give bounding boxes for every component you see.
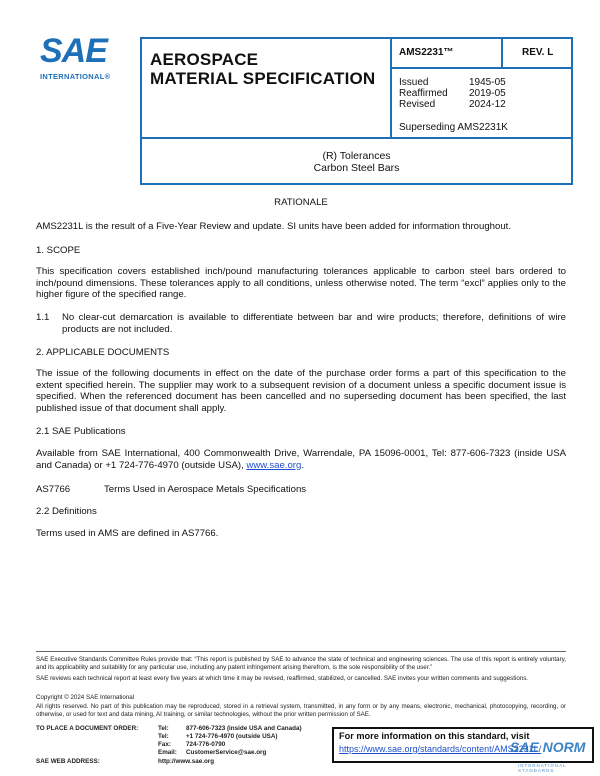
web-address-link[interactable]: http://www.sae.org	[158, 758, 215, 765]
contact-label: Tel:	[158, 733, 169, 740]
reference-title: Terms Used in Aerospace Metals Specifications	[104, 484, 307, 495]
contact-label: Fax:	[158, 741, 171, 748]
reaffirmed-label: Reaffirmed	[399, 88, 448, 99]
footer-rights-text: All rights reserved. No part of this publication may be reproduced, stored in a retrieval system, transmitted, in any form or by any means, electronic, mechanical, photocopying, recording, or otherwise, or used for text and data mining, AI training, or similar technologies, without the prior written permission of SAE.	[36, 703, 566, 718]
contact-value: +1 724-776-4970 (outside USA)	[186, 733, 278, 740]
section-1-1-number: 1.1	[36, 312, 50, 323]
doc-subtitle-line2: Carbon Steel Bars	[313, 162, 400, 174]
sae-logo-subtitle: INTERNATIONAL®	[40, 72, 111, 81]
sae-logo: SAE	[40, 32, 107, 70]
header-divider	[140, 137, 573, 139]
contact-email[interactable]: CustomerService@sae.org	[186, 749, 267, 756]
footer-review-text: SAE reviews each technical report at least every five years at which time it may be revised, reaffirmed, stabilized, or cancelled. SAE invites your written comments and suggestions.	[36, 675, 529, 682]
revised-label: Revised	[399, 99, 436, 110]
section-2-text: The issue of the following documents in effect on the date of the purchase order forms a part of this specification to the extent specified herein. The supplier may work to a subsequent revision of a document unless a specific document issue is specified. When the referenced document has been cancelled and no superseding document has been specified, the last published issue of that document shall apply.	[36, 368, 566, 414]
contact-value: 877-606-7323 (inside USA and Canada)	[186, 725, 302, 732]
info-box-title: For more information on this standard, visit	[339, 731, 530, 741]
order-label: TO PLACE A DOCUMENT ORDER:	[36, 725, 139, 732]
sae-website-link[interactable]: www.sae.org	[246, 459, 302, 471]
section-2-1-end: .	[301, 459, 304, 471]
revision-label: REV. L	[522, 47, 554, 58]
sae-norm-watermark-subtitle: INTERNATIONAL STANDARDS	[518, 763, 567, 773]
contact-value: 724-776-0790	[186, 741, 226, 748]
footer-divider	[36, 651, 566, 652]
footer-rules-text: SAE Executive Standards Committee Rules provide that: “This report is published by SAE to advance the state of technical and engineering sciences. The use of this report is entirely voluntary, and its applicability and suitability for any particular use, including any patent infringement arising therefrom, is the sole responsibility of the user.”	[36, 656, 566, 671]
rationale-heading: RATIONALE	[274, 197, 328, 208]
rationale-text: AMS2231L is the result of a Five-Year Review and update. SI units have been added for information throughout.	[36, 221, 512, 232]
reference-code: AS7766	[36, 484, 71, 495]
issued-label: Issued	[399, 77, 429, 88]
web-address-label: SAE WEB ADDRESS:	[36, 758, 100, 765]
doc-subtitle-line1: (R) Tolerances	[322, 150, 391, 162]
section-2-heading: 2. APPLICABLE DOCUMENTS	[36, 347, 170, 358]
contact-label: Tel:	[158, 725, 169, 732]
doc-title-line1: AEROSPACE	[150, 50, 259, 69]
contact-label: Email:	[158, 749, 177, 756]
section-1-text: This specification covers established inch/pound manufacturing tolerances applicable to carbon steel bars ordered to inch/pound dimensions. These tolerances apply to all conditions, unless otherwise noted. The term “excl” applies only to the higher figure of the specified range.	[36, 266, 566, 301]
sae-norm-watermark: SAE NORM	[510, 739, 586, 755]
superseding-note: Superseding AMS2231K	[399, 122, 508, 133]
spec-number: AMS2231™	[399, 47, 454, 58]
section-2-1-heading: 2.1 SAE Publications	[36, 426, 126, 437]
section-2-1-text	[36, 448, 566, 471]
doc-title-line2: MATERIAL SPECIFICATION	[150, 69, 376, 88]
section-2-2-heading: 2.2 Definitions	[36, 506, 97, 517]
header-divider	[391, 67, 573, 69]
standard-info-link[interactable]: https://www.sae.org/standards/content/AMS2231L/	[339, 744, 542, 754]
footer-copyright: Copyright © 2024 SAE International	[36, 694, 135, 701]
issued-date: 1945-05	[469, 77, 506, 88]
header-divider	[501, 37, 503, 68]
section-2-1-body: Available from SAE International, 400 Commonwealth Drive, Warrendale, PA 15096-0001, Tel: 877-606-7323 (inside USA and Canada) or +1 724-776-4970 (outside USA),	[36, 448, 566, 471]
section-1-1-text: No clear-cut demarcation is available to differentiate between bar and wire products; therefore, definitions of wire products are not included.	[62, 312, 566, 335]
reaffirmed-date: 2019-05	[469, 88, 506, 99]
revised-date: 2024-12	[469, 99, 506, 110]
section-1-heading: 1. SCOPE	[36, 245, 81, 256]
section-2-2-text: Terms used in AMS are defined in AS7766.	[36, 528, 219, 539]
